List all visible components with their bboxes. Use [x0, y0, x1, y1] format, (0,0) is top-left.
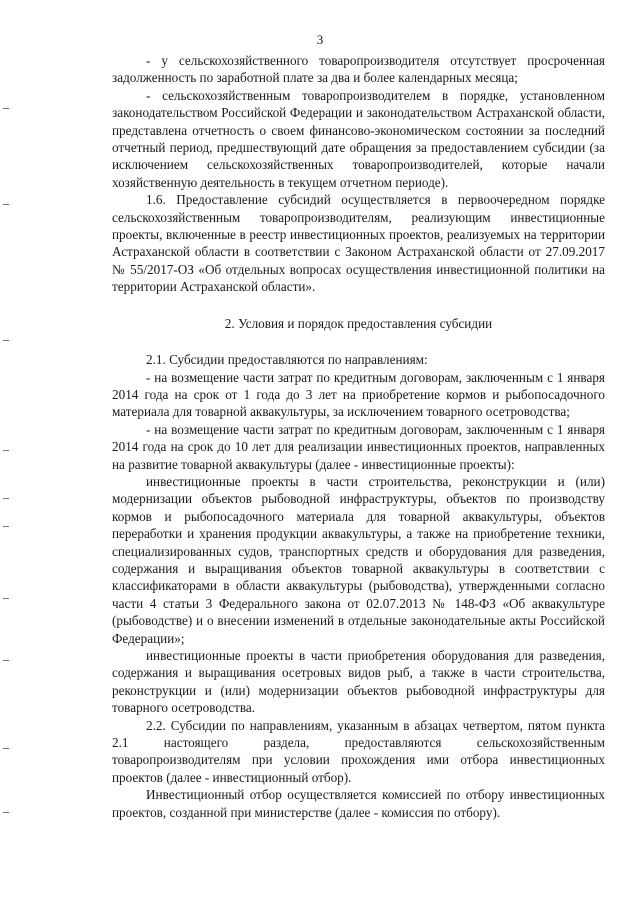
- document-body: [112, 52, 605, 821]
- scan-edge-mark: [3, 812, 9, 813]
- scan-edge-mark: [3, 108, 9, 109]
- paragraph-reporting-condition: - сельскохозяйственным товаропроизводителем в порядке, установленном законодательством Российской Федерации и законодательством Астраханской области, представлена отчетность о своем финансово-экономическом состоянии за последний отчетный период, предшествующий дате обращения за предоставлением субсидии (за исключением сельскохозяйственных товаропроизводителей, которые начали хозяйственную деятельность в текущем отчетном периоде).: [112, 87, 605, 190]
- scan-edge-marks: [0, 0, 14, 905]
- scan-edge-mark: [3, 204, 9, 205]
- scan-edge-mark: [3, 526, 9, 527]
- paragraph-arrears-condition: - у сельскохозяйственного товаропроизводителя отсутствует просроченная задолженность по заработной плате за два и более календарных месяца;: [112, 53, 605, 86]
- scan-edge-mark: [3, 748, 9, 749]
- paragraph-investment-infrastructure: инвестиционные проекты в части строительства, реконструкции и (или) модернизации объектов рыбоводной инфраструктуры, объектов по производству кормов и рыбопосадочного материала для товарной аквакультуры, объектов переработки и хранения продукции аквакультуры, а также на приобретение техники, специализированных судов, транспортных средств и оборудования для разведения, содержания и выращивания объектов товарной аквакультуры в соответствии с классификаторами в области аквакультуры (рыбоводства), утвержденными согласно части 4 статьи 3 Федерального закона от 02.07.2013 № 148-ФЗ «Об аквакультуре (рыбоводстве) и о внесении изменений в отдельные законодательные акты Российской Федерации»;: [112, 473, 605, 646]
- scan-edge-mark: [3, 498, 9, 499]
- section-heading-2: 2. Условия и порядок предоставления субсидии: [224, 315, 493, 331]
- scan-edge-mark: [3, 450, 9, 451]
- scan-edge-mark: [3, 340, 9, 341]
- scan-edge-mark: [3, 660, 9, 661]
- scan-edge-mark: [3, 598, 9, 599]
- page-number: 3: [316, 32, 324, 47]
- paragraph-selection-commission: Инвестиционный отбор осуществляется комиссией по отбору инвестиционных проектов, созданной при министерстве (далее - комиссия по отбору).: [112, 787, 605, 820]
- paragraph-direction-investment-credits: - на возмещение части затрат по кредитным договорам, заключенным с 1 января 2014 года на срок до 10 лет для реализации инвестиционных проектов, направленных на развитие товарной аквакультуры (далее - инвестиционные проекты):: [112, 421, 605, 472]
- paragraph-2-2-selection: 2.2. Субсидии по направлениям, указанным в абзацах четвертом, пятом пункта 2.1 настоящего раздела, предоставляются сельскохозяйственным товаропроизводителям при условии прохождения ими отбора инвестиционных проектов (далее - инвестиционный отбор).: [112, 717, 605, 785]
- paragraph-direction-feed-credits: - на возмещение части затрат по кредитным договорам, заключенным с 1 января 2014 года на срок от 1 года до 3 лет на приобретение кормов и рыбопосадочного материала для товарной аквакультуры, за исключением товарного осетроводства;: [112, 369, 605, 420]
- paragraph-2-1-directions: 2.1. Субсидии предоставляются по направлениям:: [146, 352, 428, 368]
- paragraph-investment-sturgeon: инвестиционные проекты в части приобретения оборудования для разведения, содержания и выращивания осетровых видов рыб, а также в части строительства, реконструкции и (или) модернизации объектов рыбоводной инфраструктуры для товарного осетроводства.: [112, 648, 605, 716]
- paragraph-1-6-priority: 1.6. Предоставление субсидий осуществляется в первоочередном порядке сельскохозяйственным товаропроизводителям, реализующим инвестиционные проекты, включенные в реестр инвестиционных проектов, реализуемых на территории Астраханской области в соответствии с Законом Астраханской области от 27.09.2017 № 55/2017-ОЗ «Об отдельных вопросах осуществления инвестиционной политики на территории Астраханской области».: [112, 192, 605, 295]
